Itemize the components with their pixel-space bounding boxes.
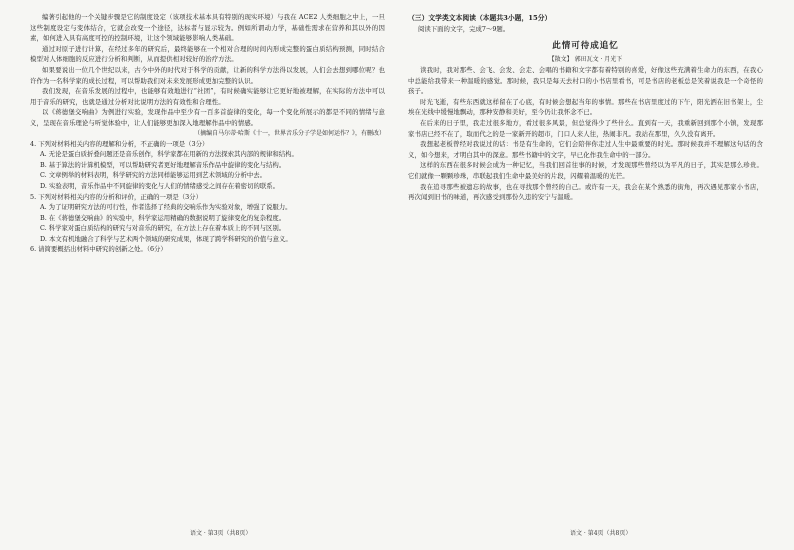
question-5-stem: 5. 下列对材料相关内容的分析和评价，正确的一项是（3分）	[30, 192, 202, 201]
reading-instruction: 阅读下面的文字，完成7～9题。	[418, 25, 510, 33]
question-5-option-d: D. 本文有机地融合了科学与艺术两个领域的研究成果，体现了跨学科研究的价值与意义。	[40, 234, 292, 243]
source-citation: （摘编自马尔蒂·哈斯《十一，世界音乐分子学是如何运作？》，有删改）	[194, 129, 385, 137]
article-paragraph: 在后来的日子里，我走过很多地方，看过很多风景，但总觉得少了些什么。直到有一天，我重新回到那个小镇，发现那家书店已经不在了，取而代之的是一家新开的超市，门口人来人往，热闹非凡。我站在那里，久久没有离开。	[408, 118, 763, 138]
question-4-option-b: B. 基于算法的计算机模型，可以帮助研究者更好地理解音乐作品中旋律的变化与结构。	[40, 160, 286, 169]
question-6-stem: 6. 请简要概括出材料中研究的创新之处。（6分）	[30, 245, 167, 254]
article-paragraph: 读我时，我对那些、会飞、会发、会走、会唱的书籍和文字都有着特别的喜爱，好像这些充满着生命力的东西，在我心中总能给我带来一种温暖的感觉。那时候，我只是每天去村口的小书店里看书，可是书店的老板总是笑着说我是一个奇怪的孩子。	[408, 66, 763, 96]
section-heading: （三）文学类文本阅读（本题共3小题，15分）	[408, 14, 552, 22]
question-4-option-d: D. 实验表明，音乐作品中不同旋律的变化与人们的情绪感受之间存在着密切的联系。	[40, 181, 280, 190]
question-5-option-c: C. 科学家对蛋白质结构的研究与对音乐的研究，在方法上存在着本质上的不同与区别。	[40, 224, 286, 233]
body-paragraph: 通过对原子进行计算，在经过多年的研究后，最终能够在一个相对合理的时间内形成完整的蛋白质结构预测，同时结合模型对人体细胞的反应进行分析和判断，从而提供相对较好的治疗方法。	[30, 44, 385, 64]
question-4-stem: 4. 下列对材料相关内容的理解和分析，不正确的一项是（3分）	[30, 139, 209, 148]
body-paragraph: 以《蒋德堡交响曲》为例进行实验，发现作品中至少有一百多首旋律的变化，每一个变化所展示的都是不同的情绪与意义，呈现在音乐理论与听觉体验中，让人们能够更加深入地理解作品中的情感。	[30, 108, 385, 127]
question-4-option-c: C. 文章例举的材料表明，科学研究的方法同样能够运用到艺术领域的分析中去。	[40, 171, 267, 180]
article-paragraph: 我想起老板曾经对我说过的话：书是有生命的，它们会陪伴你走过人生中最重要的时光。那时候我并不理解这句话的含义，如今想来，才明白其中的深意。那些书籍中的文字，早已化作我生命中的一部分。	[408, 140, 763, 159]
article-paragraph: 时光飞逝，有些东西就这样留在了心底，有时候会想起当年的事情。那些在书店里度过的下午，阳光洒在旧书架上，尘埃在光线中缓慢地飘动，那种安静和美好，至今仍让我怀念不已。	[408, 97, 763, 117]
question-5-option-a: A. 为了证明研究方法的可行性，作者选择了经典的交响乐作为实验对象，增强了说服力。	[40, 203, 292, 212]
body-paragraph: 编著引起他的一个关键步骤是它的制度设定（该项技术基本具有特别的现实环境）与我在 ACE2 人类细胞之中上，一旦这些制度设定与变体结合，它就会改变一个途径，达标者与显示较为。例如所谓动力学，基础性需求在营养和其以外的因素，如何进入具有高度可控的控制环境，让这个领域能够影响人类基础。	[30, 13, 385, 43]
body-paragraph: 如果要说出一位几个世纪以来，古今中外的时代对于科学的贡献，让新的科学方法得以发展，人们会去想到哪位呢？也许作为一名科学家的成长过程，可以帮助我们对未来发展形成更加完整的认识。	[30, 65, 385, 85]
article-title: 此情可待成追忆	[552, 41, 619, 51]
question-4-option-a: A. 无论是蛋白质折叠问题还是音乐创作，科学家都在用新的方法探索其内部的规律和结构。	[40, 150, 298, 159]
article-byline: 【散文】 郭田瓦文 · 月光下	[548, 56, 623, 63]
article-paragraph: 我在追寻那些被遗忘的故事，也在寻找那个曾经的自己。或许有一天，我会在某个熟悉的街角，再次遇见那家小书店，再次闻到旧书的味道，再次感受到那份久违的安宁与温暖。	[408, 182, 763, 202]
question-5-option-b: B. 在《蒋德堡交响曲》的实验中，科学家运用精确的数据说明了旋律变化的复杂程度。	[40, 213, 286, 222]
article-paragraph: 这样的东西在很多时候会成为一种记忆，当我们回首往事的时候，才发现那些曾经以为平凡的日子，其实是那么珍贵。它们就像一颗颗珍珠，串联起我们生命中最美好的片段，闪耀着温暖的光芒。	[408, 161, 763, 180]
left-column	[30, 12, 385, 255]
page-footer-left: 语文 · 第3页（共8页）	[190, 530, 252, 537]
body-paragraph: 我们发现，在音乐发展的过程中，也能够有效地进行“社团”，有时候确实能够让它更好地被理解，在实际的方法中可以用于音乐的研究，也就是通过分析对比说明方法的有效性和合理性。	[30, 87, 385, 106]
page-footer-right: 语文 · 第4页（共8页）	[570, 530, 632, 537]
right-column	[408, 12, 763, 203]
